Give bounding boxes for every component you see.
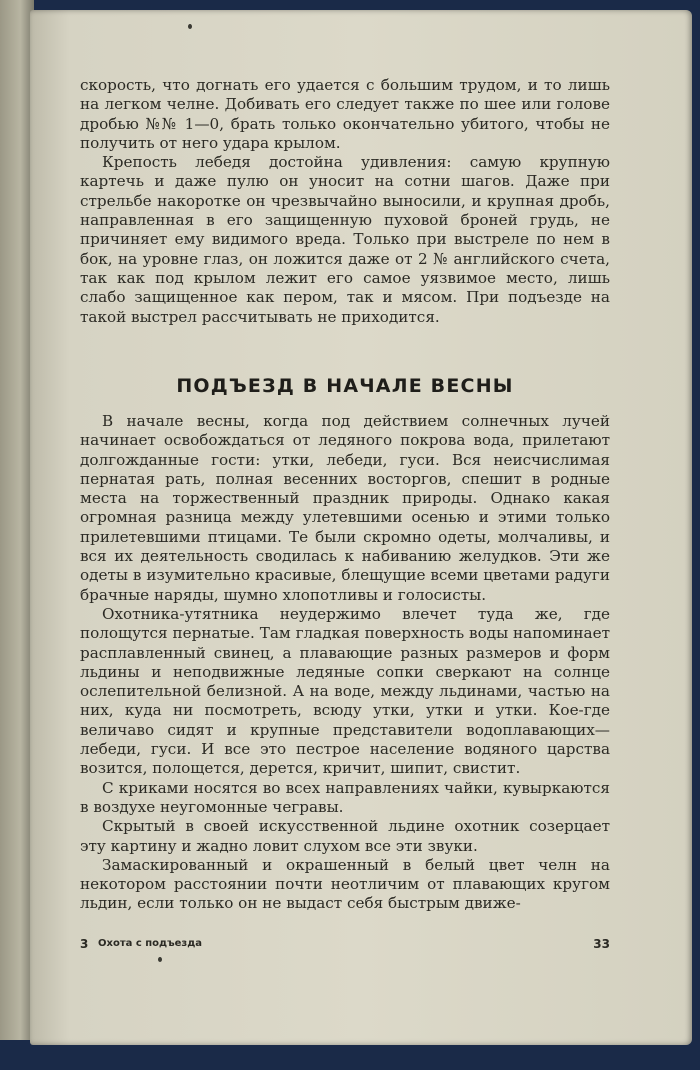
footer-title: Охота с подъезда [98, 938, 203, 949]
paragraph: В начале весны, когда под действием солнечных лучей начинает освобождаться от ледяного покрова вода, прилетают долгожданные гости: утки, лебеди, гуси. Вся неисчислимая пернатая рать, полная весенних восторгов, спешит в родные места на торжественный праздник природы. Однако какая огромная разница между улетевшими осенью и этими только прилетевшими птицами. Те были скромно одеты, молчаливы, и вся их деятельность сводилась к набиванию желудков. Эти же одеты в изумительно красивые, блещущие всеми цветами радуги брачные наряды, шумно хлопотливы и голосисты. [80, 412, 610, 604]
paragraph: Охотника-утятника неудержимо влечет туда же, где полощутся пернатые. Там гладкая поверхность воды напоминает расплавленный свинец, а плавающие разных размеров и форм льдины и неподвижные ледяные сопки сверкают на солнце ослепительной белизной. А на воде, между льдинами, частью на них, куда ни посмотреть, всюду утки, утки и утки. Кое-где величаво сидят и крупные представители водоплавающих—лебеди, гуси. И все это пестрое население водяного царства возится, полощется, дерется, кричит, шипит, свистит. [80, 604, 610, 778]
ink-mark [188, 24, 192, 29]
paragraph: Скрытый в своей искусственной льдине охотник созерцает эту картину и жадно ловит слухом все эти звуки. [80, 817, 610, 855]
section-body [80, 412, 610, 914]
continued-text [80, 76, 610, 327]
signature-mark: 3 [80, 937, 89, 951]
page-number: 33 [593, 937, 610, 951]
ink-mark [158, 957, 162, 962]
paragraph: Крепость лебедя достойна удивления: самую крупную картечь и даже пулю он уносит на сотни шагов. Даже при стрельбе накоротке он чрезвычайно выносили, и крупная дробь, направленная в его защищенную пуховой броней грудь, не причиняет ему видимого вреда. Только при выстреле по нем в бок, на уровне глаз, он ложится даже от 2 № английского счета, так как под крылом лежит его самое уязвимое место, лишь слабо защищенное как пером, так и мясом. При подъезде на такой выстрел рассчитывать не приходится. [80, 153, 610, 326]
section-heading: ПОДЪЕЗД В НАЧАЛЕ ВЕСНЫ [176, 375, 514, 397]
book-page [30, 10, 692, 1045]
adjacent-page-edge [0, 0, 34, 1040]
paragraph: С криками носятся во всех направлениях чайки, кувыркаются в воздухе неугомонные чегравы. [80, 778, 610, 816]
paragraph: скорость, что догнать его удается с большим трудом, и то лишь на легком челне. Добивать его следует также по шее или голове дробью №№ 1—0, брать только окончательно убитого, чтобы не получить от него удара крылом. [80, 76, 610, 152]
paragraph: Замаскированный и окрашенный в белый цвет челн на некотором расстоянии почти неотличим от плавающих кругом льдин, если только он не выдаст себя быстрым движе- [80, 855, 610, 913]
